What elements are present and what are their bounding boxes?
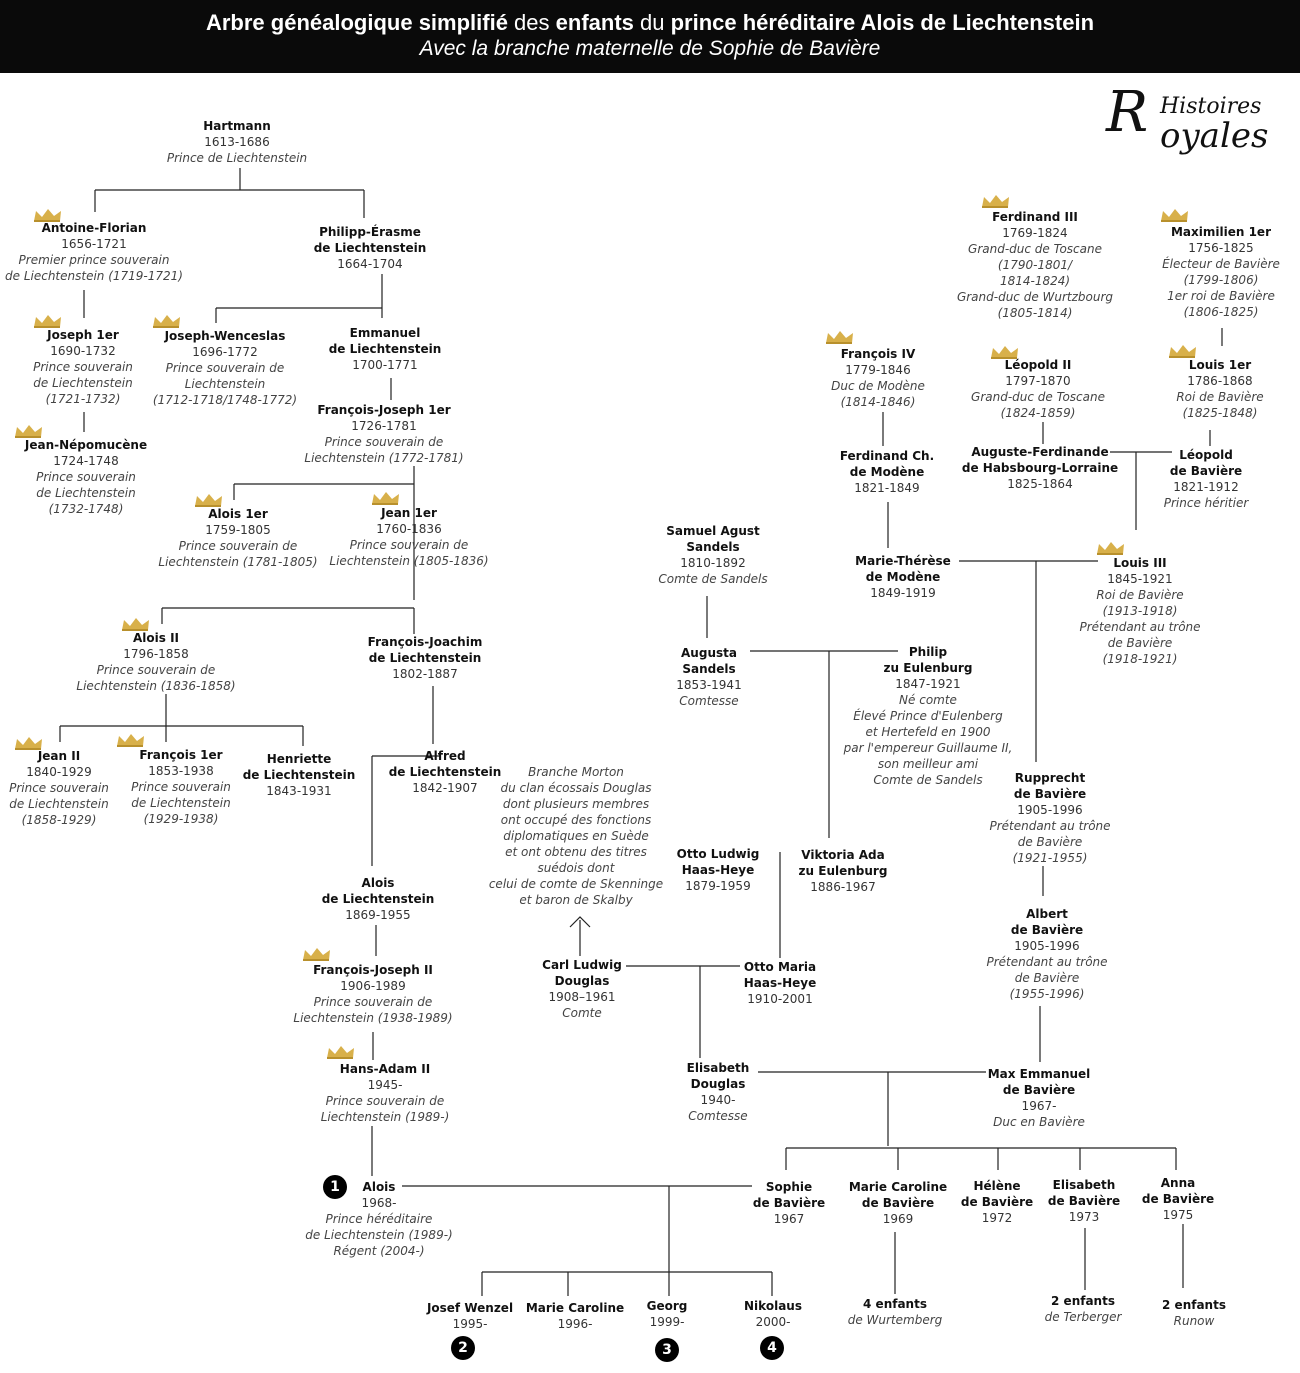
person-name: de Bavière <box>1013 787 1087 801</box>
person-title: Élevé Prince d'Eulenberg <box>853 709 1003 723</box>
person-dates: 1968- <box>361 1196 397 1210</box>
person-title: 1814-1824) <box>999 274 1071 288</box>
person-name: Elisabeth <box>1052 1178 1116 1192</box>
person-francois-1er <box>131 747 231 827</box>
person-name: Augusta <box>681 646 737 660</box>
person-title: diplomatiques en Suède <box>503 829 649 843</box>
person-alois-lie <box>322 875 435 923</box>
person-dates: 1973 <box>1068 1210 1100 1224</box>
person-title: Comte de Sandels <box>658 572 768 586</box>
person-name: Ferdinand Ch. <box>839 449 935 463</box>
person-jean-nepomucene <box>25 437 147 517</box>
person-elisabeth-douglas <box>687 1060 750 1124</box>
crown-icon <box>981 193 1011 209</box>
person-hans-adam-ii <box>321 1061 450 1125</box>
person-name: Elisabeth <box>686 1061 750 1075</box>
person-dates: 1613-1686 <box>204 135 270 149</box>
person-name: François IV <box>840 347 916 361</box>
person-title: (1955-1996) <box>1009 987 1085 1001</box>
person-name: Philipp-Érasme <box>319 225 421 239</box>
person-name: de Modène <box>849 465 925 479</box>
person-title: de Bavière <box>1014 971 1080 985</box>
person-dates: 1759-1805 <box>205 523 271 537</box>
person-title: Prétendant au trône <box>986 955 1108 969</box>
person-dates: 1972 <box>981 1211 1013 1225</box>
person-title: Prince souverain de <box>165 361 285 375</box>
person-title: Liechtenstein (1781-1805) <box>158 555 318 569</box>
person-name: Léopold <box>1179 448 1233 462</box>
person-dates: 1849-1919 <box>870 586 936 600</box>
person-dates: 1756-1825 <box>1188 241 1254 255</box>
person-henriette <box>243 751 356 799</box>
person-name: de Liechtenstein <box>242 768 356 782</box>
person-emmanuel <box>329 325 442 373</box>
person-name: Hartmann <box>203 119 271 133</box>
person-name: de Bavière <box>1141 1192 1215 1206</box>
person-title: Comtesse <box>688 1109 748 1123</box>
person-dates: 1886-1967 <box>810 880 876 894</box>
person-name: Antoine-Florian <box>41 221 147 235</box>
person-dates: 1696-1772 <box>192 345 258 359</box>
person-dates: 1797-1870 <box>1005 374 1071 388</box>
badge-1: 1 <box>323 1175 347 1199</box>
person-dates: 1690-1732 <box>50 344 116 358</box>
person-title: (1790-1801/ <box>997 258 1073 272</box>
person-anna <box>1142 1175 1214 1223</box>
person-title: de Liechtenstein <box>36 486 136 500</box>
person-title: Prince souverain de <box>324 435 444 449</box>
person-antoine-florian <box>5 220 183 284</box>
person-dates: 1843-1931 <box>266 784 332 798</box>
person-name: Max Emmanuel <box>987 1067 1091 1081</box>
person-title: Liechtenstein <box>184 377 266 391</box>
person-title: (1721-1732) <box>45 392 121 406</box>
person-alfred <box>389 748 502 796</box>
person-dates: 1940- <box>700 1093 736 1107</box>
person-name: zu Eulenburg <box>798 864 888 878</box>
person-name: Haas-Heye <box>681 863 755 877</box>
person-title: et Hertefeld en 1900 <box>865 725 991 739</box>
person-name: Samuel Agust <box>666 524 760 538</box>
person-title: Duc de Modène <box>831 379 925 393</box>
person-dates: 1967 <box>773 1212 805 1226</box>
person-name: Rupprecht <box>1014 771 1086 785</box>
person-name: de Bavière <box>960 1195 1034 1209</box>
person-francois-joachim <box>368 634 483 682</box>
person-title: Régent (2004-) <box>333 1244 425 1258</box>
person-dates: 1869-1955 <box>345 908 411 922</box>
badge-4: 4 <box>760 1336 784 1360</box>
person-name: de Bavière <box>1010 923 1084 937</box>
person-nikolaus <box>744 1298 802 1330</box>
person-name: Louis III <box>1113 556 1167 570</box>
person-name: de Liechtenstein <box>313 241 427 255</box>
person-name: de Modène <box>865 570 941 584</box>
person-georg <box>647 1298 688 1330</box>
person-dates: 1825-1864 <box>1007 477 1073 491</box>
person-otto-ludwig <box>677 846 760 894</box>
person-title: Prince souverain <box>33 360 133 374</box>
person-name: Marie Caroline <box>848 1180 948 1194</box>
person-dates: 1905-1996 <box>1017 803 1083 817</box>
person-viktoria <box>799 847 888 895</box>
person-name: 2 enfants <box>1051 1294 1115 1308</box>
person-dates: 1910-2001 <box>747 992 813 1006</box>
crown-icon <box>1096 540 1126 556</box>
person-augusta <box>676 645 741 709</box>
person-dates: 1879-1959 <box>685 879 751 893</box>
person-max-emmanuel <box>988 1066 1091 1130</box>
person-name: Albert <box>1026 907 1068 921</box>
person-name: de Bavière <box>1047 1194 1121 1208</box>
person-name: François-Joseph 1er <box>317 403 451 417</box>
person-albert <box>986 906 1107 1002</box>
person-title: Prince souverain <box>36 470 136 484</box>
person-alois-ii <box>76 630 235 694</box>
person-title: Prince héréditaire <box>325 1212 433 1226</box>
person-louis-iii <box>1079 555 1200 667</box>
person-title: (1918-1921) <box>1102 652 1178 666</box>
person-dates: 1840-1929 <box>26 765 92 779</box>
person-title: Roi de Bavière <box>1176 390 1264 404</box>
person-title: par l'empereur Guillaume II, <box>843 741 1013 755</box>
person-name: Haas-Heye <box>743 976 817 990</box>
person-dates: 1945- <box>367 1078 403 1092</box>
person-philipp-erasme <box>314 224 427 272</box>
crown-icon <box>371 490 401 506</box>
person-dates: 1802-1887 <box>392 667 458 681</box>
person-name: 2 enfants <box>1162 1298 1226 1312</box>
person-name: de Bavière <box>861 1196 935 1210</box>
person-title: Prince de Liechtenstein <box>166 151 308 165</box>
person-title: son meilleur ami <box>877 757 979 771</box>
person-title: ont occupé des fonctions <box>500 813 652 827</box>
person-name: Otto Ludwig <box>676 847 760 861</box>
person-title: Prince souverain de <box>349 538 469 552</box>
person-dates: 1821-1849 <box>854 481 920 495</box>
person-josef-wenzel <box>427 1300 513 1332</box>
person-title: (1732-1748) <box>48 502 124 516</box>
person-runow <box>1162 1297 1226 1329</box>
person-title: Prince souverain <box>131 780 231 794</box>
person-sophie <box>753 1179 825 1227</box>
person-francois-joseph-ii <box>293 962 452 1026</box>
person-name: Alfred <box>424 749 466 763</box>
person-name: de Liechtenstein <box>328 342 442 356</box>
person-dates: 1995- <box>452 1317 488 1331</box>
person-helene <box>961 1178 1033 1226</box>
person-dates: 1760-1836 <box>376 522 442 536</box>
person-leopold-baviere <box>1164 447 1249 511</box>
person-dates: 1996- <box>557 1317 593 1331</box>
person-dates: 1906-1989 <box>340 979 406 993</box>
person-title: de Terberger <box>1044 1310 1122 1324</box>
person-name: Anna <box>1160 1176 1196 1190</box>
person-hartmann <box>167 118 307 166</box>
person-name: 4 enfants <box>863 1297 927 1311</box>
person-name: Henriette <box>266 752 332 766</box>
person-elisabeth-b <box>1048 1177 1120 1225</box>
person-name: Hélène <box>973 1179 1021 1193</box>
person-dates: 1967- <box>1021 1099 1057 1113</box>
person-name: de Liechtenstein <box>321 892 435 906</box>
person-name: de Bavière <box>752 1196 826 1210</box>
person-title: de Liechtenstein <box>131 796 231 810</box>
person-title: Prince souverain de <box>178 539 298 553</box>
person-name: François-Joachim <box>367 635 483 649</box>
person-title: Liechtenstein (1772-1781) <box>304 451 464 465</box>
person-title: de Bavière <box>1017 835 1083 849</box>
person-louis-1er <box>1176 357 1263 421</box>
person-dates: 1847-1921 <box>895 677 961 691</box>
person-otto-maria <box>744 959 817 1007</box>
person-name: de Liechtenstein <box>368 651 482 665</box>
person-dates: 1853-1938 <box>148 764 214 778</box>
person-title: suédois dont <box>537 861 615 875</box>
person-francois-iv <box>831 346 925 410</box>
person-title: de Liechtenstein (1989-) <box>305 1228 453 1242</box>
crown-icon <box>1160 207 1190 223</box>
person-title: du clan écossais Douglas <box>500 781 652 795</box>
person-name: Sandels <box>682 662 736 676</box>
person-name: Sophie <box>765 1180 813 1194</box>
person-name: Sandels <box>686 540 740 554</box>
person-title: et baron de Skalby <box>519 893 633 907</box>
person-name: de Liechtenstein <box>388 765 502 779</box>
person-title: Électeur de Bavière <box>1162 257 1280 271</box>
person-title: Prétendant au trône <box>1079 620 1201 634</box>
person-name: Joseph-Wenceslas <box>164 329 286 343</box>
person-dates: 1969 <box>882 1212 914 1226</box>
person-joseph-1er <box>33 327 133 407</box>
crown-icon <box>116 732 146 748</box>
person-name: Léopold II <box>1004 358 1072 372</box>
page-title: Arbre généalogique simplifié des enfants du prince héréditaire Alois de Liechtenstein <box>205 10 1095 35</box>
person-name: Joseph 1er <box>47 328 119 342</box>
person-title: (1825-1848) <box>1182 406 1258 420</box>
person-title: dont plusieurs membres <box>502 797 650 811</box>
person-title: de Bavière <box>1107 636 1173 650</box>
person-dates: 1786-1868 <box>1187 374 1253 388</box>
person-samuel <box>658 523 767 587</box>
person-dates: 2000- <box>755 1315 791 1329</box>
person-name: de Bavière <box>1002 1083 1076 1097</box>
person-name: Maximilien 1er <box>1170 225 1271 239</box>
person-marie-caroline-l <box>526 1300 624 1332</box>
person-dates: 1905-1996 <box>1014 939 1080 953</box>
person-title: Né comte <box>899 693 957 707</box>
person-name: Alois <box>361 876 395 890</box>
person-title: et ont obtenu des titres <box>505 845 647 859</box>
person-auguste-ferdinande <box>962 444 1118 492</box>
person-title: Liechtenstein (1938-1989) <box>293 1011 453 1025</box>
person-title: Grand-duc de Wurtzbourg <box>956 290 1114 304</box>
crown-icon <box>825 329 855 345</box>
person-title: (1805-1814) <box>997 306 1073 320</box>
person-name: Otto Maria <box>743 960 817 974</box>
person-ferdinand-iii <box>957 209 1113 321</box>
person-name: Jean 1er <box>381 506 437 520</box>
person-title: Grand-duc de Toscane <box>968 242 1102 256</box>
person-wurtemberg <box>848 1296 943 1328</box>
person-name: Auguste-Ferdinande <box>971 445 1109 459</box>
person-title: Grand-duc de Toscane <box>971 390 1105 404</box>
person-title: Prétendant au trône <box>989 819 1111 833</box>
person-marie-therese <box>855 553 951 601</box>
person-name: Philip <box>908 645 948 659</box>
person-title: Prince souverain de <box>313 995 433 1009</box>
person-philip <box>844 644 1013 788</box>
person-title: Liechtenstein (1805-1836) <box>329 554 489 568</box>
person-title: (1913-1918) <box>1102 604 1178 618</box>
person-name: Ferdinand III <box>992 210 1078 224</box>
person-dates: 1908–1961 <box>548 990 616 1004</box>
person-dates: 1845-1921 <box>1107 572 1173 586</box>
person-dates: 1810-1892 <box>680 556 746 570</box>
person-name: zu Eulenburg <box>883 661 973 675</box>
person-title: Premier prince souverain <box>18 253 170 267</box>
crown-icon <box>302 946 332 962</box>
person-name: Alois II <box>132 631 180 645</box>
person-maximilien-1er <box>1162 224 1280 320</box>
person-dates: 1779-1846 <box>845 363 911 377</box>
person-carl-ludwig <box>542 957 622 1021</box>
person-title: (1929-1938) <box>143 812 219 826</box>
person-morton <box>489 764 663 908</box>
person-title: Liechtenstein (1989-) <box>320 1110 450 1124</box>
person-alois-1er <box>158 506 317 570</box>
person-dates: 1769-1824 <box>1002 226 1068 240</box>
person-leopold-ii <box>971 357 1105 421</box>
person-name: Jean-Népomucène <box>24 438 148 452</box>
person-dates: 1999- <box>649 1315 685 1329</box>
person-name: Jean II <box>37 749 81 763</box>
person-dates: 1975 <box>1162 1208 1194 1222</box>
person-title: Comte de Sandels <box>873 773 983 787</box>
person-name: Alois 1er <box>208 507 268 521</box>
person-title: de Liechtenstein <box>33 376 133 390</box>
badge-2: 2 <box>451 1336 475 1360</box>
person-alois-hered <box>305 1179 452 1259</box>
person-name: Marie-Thérèse <box>855 554 951 568</box>
person-name: de Habsbourg-Lorraine <box>961 461 1119 475</box>
person-dates: 1664-1704 <box>337 257 403 271</box>
histoires-royales-logo: R Histoires oyales <box>1106 80 1269 156</box>
person-title: Runow <box>1173 1314 1215 1328</box>
person-dates: 1796-1858 <box>123 647 189 661</box>
person-jean-ii <box>9 748 109 828</box>
person-title: Prince souverain de <box>325 1094 445 1108</box>
person-title: Prince héritier <box>1163 496 1249 510</box>
person-title: (1921-1955) <box>1012 851 1088 865</box>
person-marie-caroline-b <box>849 1179 947 1227</box>
person-name: Emmanuel <box>349 326 421 340</box>
person-name: de Bavière <box>1169 464 1243 478</box>
person-name: François-Joseph II <box>313 963 433 977</box>
person-dates: 1700-1771 <box>352 358 418 372</box>
person-dates: 1853-1941 <box>676 678 742 692</box>
person-dates: 1656-1721 <box>61 237 127 251</box>
person-name: Georg <box>646 1299 688 1313</box>
person-title: de Liechtenstein <box>9 797 109 811</box>
person-terberger <box>1045 1293 1122 1325</box>
person-title: (1858-1929) <box>21 813 97 827</box>
person-title: Liechtenstein (1836-1858) <box>76 679 236 693</box>
person-dates: 1842-1907 <box>412 781 478 795</box>
person-name: Hans-Adam II <box>339 1062 431 1076</box>
badge-3: 3 <box>655 1338 679 1362</box>
person-name: Marie Caroline <box>525 1301 625 1315</box>
person-title: Roi de Bavière <box>1096 588 1184 602</box>
person-dates: 1821-1912 <box>1173 480 1239 494</box>
person-title: de Wurtemberg <box>847 1313 943 1327</box>
person-title: Duc en Bavière <box>993 1115 1085 1129</box>
person-name: Douglas <box>690 1077 746 1091</box>
person-title: (1712-1718/1748-1772) <box>152 393 298 407</box>
person-name: Louis 1er <box>1188 358 1252 372</box>
person-dates: 1726-1781 <box>351 419 417 433</box>
person-title: 1er roi de Bavière <box>1167 289 1275 303</box>
person-dates: 1724-1748 <box>53 454 119 468</box>
person-jean-1er <box>329 505 488 569</box>
crown-icon <box>152 313 182 329</box>
person-title: (1806-1825) <box>1183 305 1259 319</box>
page-subtitle: Avec la branche maternelle de Sophie de Bavière <box>419 37 881 60</box>
person-rupprecht <box>989 770 1110 866</box>
person-title: Prince souverain de <box>96 663 216 677</box>
person-title: (1824-1859) <box>1000 406 1076 420</box>
person-name: Carl Ludwig <box>542 958 622 972</box>
person-name: Alois <box>362 1180 396 1194</box>
person-name: Nikolaus <box>744 1299 802 1313</box>
person-francois-joseph-1er <box>304 402 463 466</box>
person-name: Josef Wenzel <box>426 1301 514 1315</box>
person-title: celui de comte de Skenninge <box>488 877 664 891</box>
person-title: Branche Morton <box>528 765 624 779</box>
person-title: Prince souverain <box>9 781 109 795</box>
person-title: de Liechtenstein (1719-1721) <box>5 269 183 283</box>
person-title: (1799-1806) <box>1183 273 1259 287</box>
person-name: Douglas <box>554 974 610 988</box>
person-name: François 1er <box>139 748 223 762</box>
person-ferdinand-ch <box>840 448 934 496</box>
person-name: Viktoria Ada <box>801 848 885 862</box>
person-title: (1814-1846) <box>840 395 916 409</box>
person-title: Comtesse <box>679 694 739 708</box>
person-title: Comte <box>562 1006 602 1020</box>
person-joseph-wenceslas <box>153 328 297 408</box>
crown-icon <box>326 1044 356 1060</box>
